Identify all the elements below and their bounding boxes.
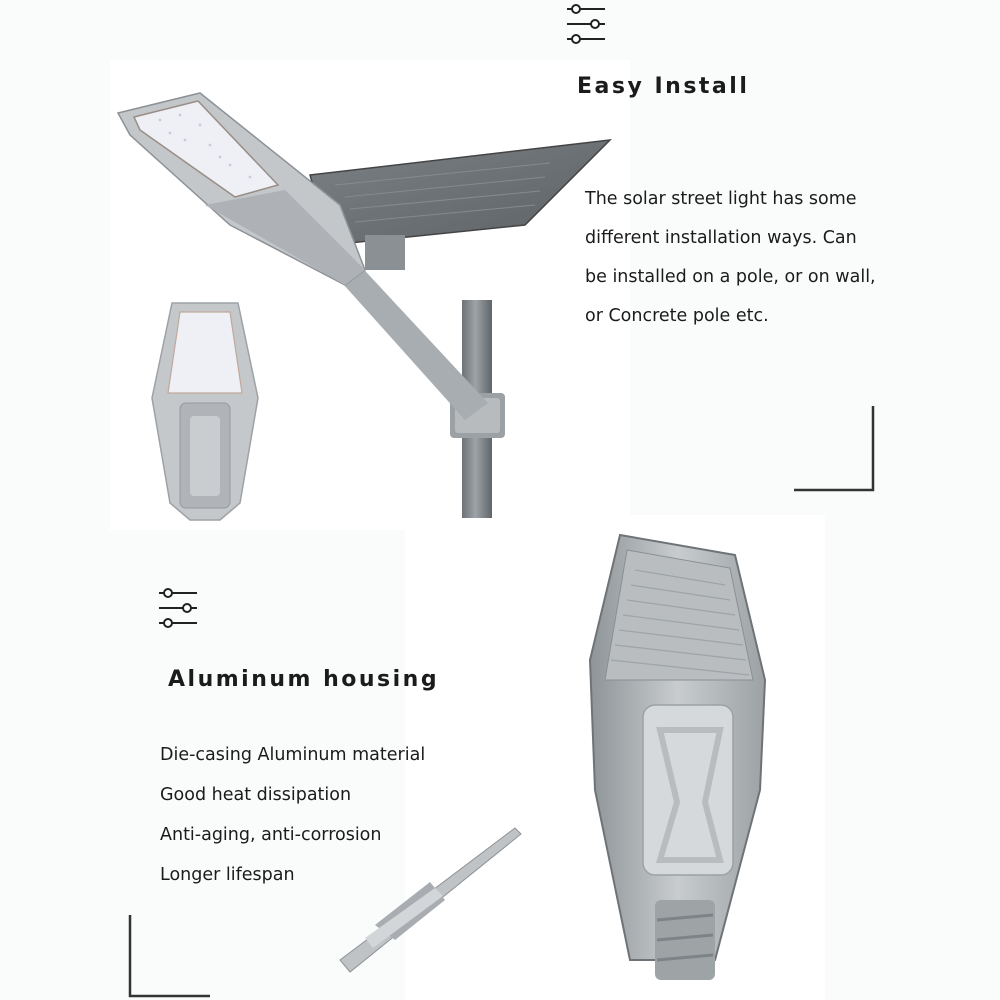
corner-bracket-left bbox=[125, 910, 215, 1000]
install-heading: Easy Install bbox=[577, 74, 750, 99]
lamp-back-view-image bbox=[585, 530, 770, 990]
lamp-front-view-image bbox=[150, 298, 260, 523]
housing-line-2: Good heat dissipation bbox=[160, 785, 352, 805]
sliders-icon bbox=[564, 2, 608, 48]
corner-bracket-right bbox=[790, 400, 880, 500]
housing-line-3: Anti-aging, anti-corrosion bbox=[160, 825, 382, 845]
install-description bbox=[585, 180, 876, 336]
install-line-3: be installed on a pole, or on wall, bbox=[585, 267, 876, 287]
housing-heading: Aluminum housing bbox=[168, 667, 440, 692]
install-line-2: different installation ways. Can bbox=[585, 228, 857, 248]
sliders-icon bbox=[156, 586, 200, 632]
install-line-4: or Concrete pole etc. bbox=[585, 306, 769, 326]
housing-line-1: Die-casing Aluminum material bbox=[160, 745, 426, 765]
install-line-1: The solar street light has some bbox=[585, 189, 857, 209]
lamp-side-view-image bbox=[335, 820, 525, 980]
housing-line-4: Longer lifespan bbox=[160, 865, 295, 885]
